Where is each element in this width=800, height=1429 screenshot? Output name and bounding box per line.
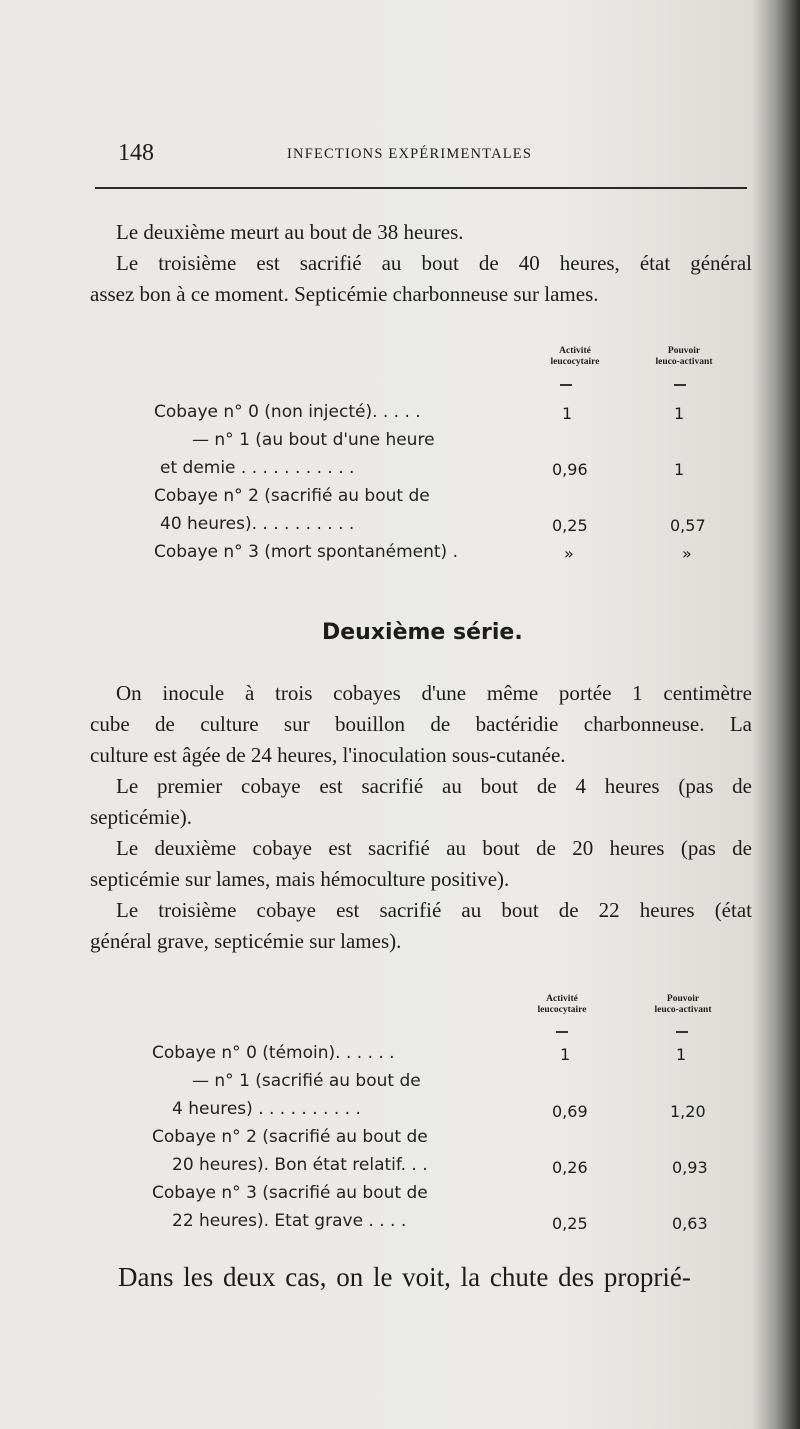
table-row: Cobaye n° 3 (sacrifié au bout de [152, 1183, 428, 1203]
text-line: cube de culture sur bouillon de bactéridie charbonneuse. La [90, 712, 752, 736]
header-rule [95, 187, 747, 189]
column-dash [560, 384, 572, 386]
column-dash [556, 1031, 568, 1033]
intro-paragraph [90, 217, 752, 310]
page-number: 148 [118, 140, 154, 166]
column-header-activity: Activité leucocytaire [550, 346, 600, 367]
column-header-power: Pouvoir leuco-activant [654, 994, 712, 1015]
text-line: Le deuxième cobaye est sacrifié au bout de 20 heures (pas de [116, 836, 752, 860]
activity-value: 0,96 [552, 460, 588, 479]
activity-value: 0,25 [552, 516, 588, 535]
text-line: Le deuxième meurt au bout de 38 heures. [116, 220, 464, 244]
text-line: Le premier cobaye est sacrifié au bout de 4 heures (pas de [116, 774, 752, 798]
table-row: Cobaye n° 3 (mort spontanément) . [154, 542, 458, 562]
power-value: 0,57 [670, 516, 706, 535]
table-row: Cobaye n° 0 (non injecté). . . . . [154, 402, 421, 422]
column-dash [676, 1031, 688, 1033]
power-value: 0,63 [672, 1214, 708, 1233]
text-line: Le troisième est sacrifié au bout de 40 heures, état général [116, 251, 752, 275]
activity-value: 0,26 [552, 1158, 588, 1177]
activity-value: 1 [562, 404, 573, 423]
table-row: 22 heures). Etat grave . . . . [172, 1211, 407, 1231]
table-row: 4 heures) . . . . . . . . . . [172, 1099, 361, 1119]
text-line: septicémie). [90, 805, 193, 829]
power-value: 0,93 [672, 1158, 708, 1177]
table-row: Cobaye n° 2 (sacrifié au bout de [152, 1127, 428, 1147]
power-value: 1 [674, 404, 685, 423]
text-line: Le troisième cobaye est sacrifié au bout de 22 heures (état [116, 898, 752, 922]
activity-value: 1 [560, 1045, 571, 1064]
power-value: » [682, 544, 692, 563]
table-row: — n° 1 (sacrifié au bout de [192, 1071, 421, 1091]
power-value: 1 [676, 1045, 687, 1064]
column-dash [674, 384, 686, 386]
table-row: 40 heures). . . . . . . . . . [160, 514, 355, 534]
power-value: 1 [674, 460, 685, 479]
text-line: culture est âgée de 24 heures, l'inoculation sous-cutanée. [90, 743, 566, 767]
column-header-power: Pouvoir leuco-activant [655, 346, 713, 367]
section-title: Deuxième série. [322, 620, 523, 645]
running-title: INFECTIONS EXPÉRIMENTALES [287, 146, 533, 162]
table-row: et demie . . . . . . . . . . . [160, 458, 355, 478]
text-line: septicémie sur lames, mais hémoculture positive). [90, 867, 510, 891]
table-row: 20 heures). Bon état relatif. . . [172, 1155, 428, 1175]
text-line: assez bon à ce moment. Septicémie charbonneuse sur lames. [90, 282, 599, 306]
text-line: On inocule à trois cobayes d'une même portée 1 centimètre [116, 681, 752, 705]
activity-value: » [564, 544, 574, 563]
table-row: — n° 1 (au bout d'une heure [192, 430, 435, 450]
text-line: général grave, septicémie sur lames). [90, 929, 402, 953]
activity-value: 0,25 [552, 1214, 588, 1233]
column-header-activity: Activité leucocytaire [537, 994, 587, 1015]
table-row: Cobaye n° 2 (sacrifié au bout de [154, 486, 430, 506]
table-row: Cobaye n° 0 (témoin). . . . . . [152, 1043, 395, 1063]
final-line: Dans les deux cas, on le voit, la chute des proprié- [118, 1262, 691, 1292]
power-value: 1,20 [670, 1102, 706, 1121]
body-paragraph [90, 678, 752, 957]
activity-value: 0,69 [552, 1102, 588, 1121]
